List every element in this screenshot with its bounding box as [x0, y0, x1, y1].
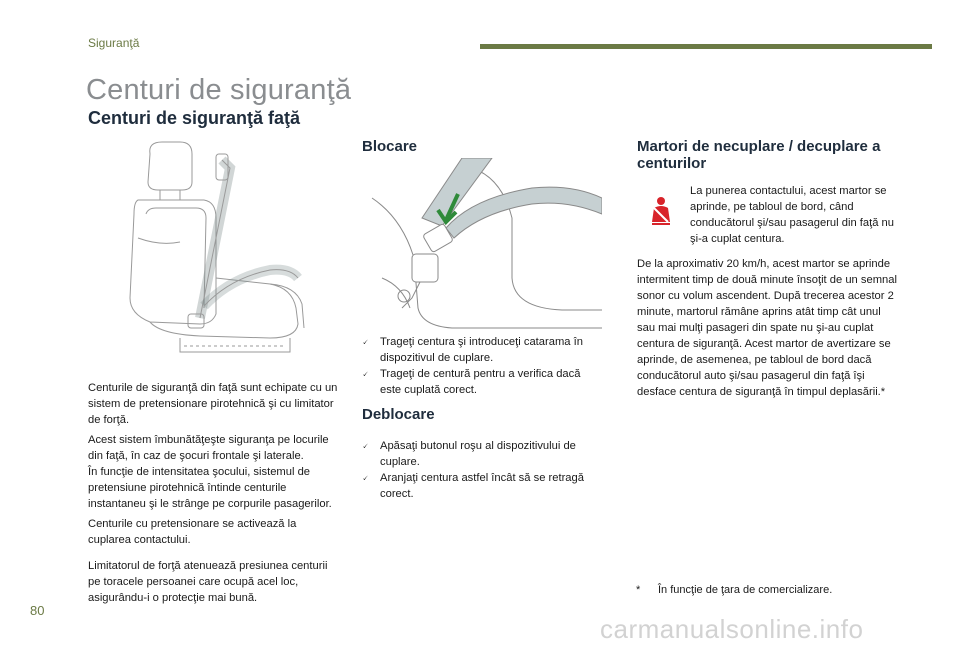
warning-paragraph: De la aproximativ 20 km/h, acest martor se aprinde intermitent timp de două minute însoţit de un semnal sonor cu volum ascendent. După trecerea acestor 2 minute, martorul rămâne aprins atât timp cât unul sau mai mulţi pasageri din spate nu şi-au cuplat centura de siguranţă. Acest martor de avertizare se aprinde, de asemenea, pe tabloul de bord dacă conducătorul auto şi/sau pasagerul din faţă îşi desface centura de siguranţă în timpul deplasării.* — [637, 258, 897, 398]
paragraph: În funcţie de intensitatea şocului, sistemul de pretensiune pirotehnică întinde centurile instantaneu şi le strânge pe corpurile pasagerilor. — [88, 466, 332, 510]
seat-with-seatbelt-drawing — [120, 138, 320, 360]
buckle-insertion-drawing — [362, 158, 602, 330]
lock-step: 🗸 Trageţi de centură pentru a verifica dacă este cuplată corect. — [362, 368, 581, 396]
paragraph: Limitatorul de forţă atenuează presiunea centurii pe toracele persoanei care ocupă acel loc, asigurându-i o protecţie mai bună. — [88, 560, 328, 604]
footnote-star: * — [636, 584, 641, 596]
page-title: Centuri de siguranţă — [86, 74, 352, 106]
paragraph: Centurile de siguranţă din faţă sunt echipate cu un sistem de pretensionare pirotehnică şi cu limitator de forţă. — [88, 382, 338, 426]
unlock-steps — [362, 438, 602, 502]
arrow-bullet-icon: 🗸 — [362, 441, 369, 451]
lock-step: 🗸 Trageţi centura şi introduceţi catarama în dispozitivul de cuplare. — [362, 336, 583, 364]
unlock-heading: Deblocare — [362, 406, 435, 423]
arrow-bullet-icon: 🗸 — [362, 369, 369, 379]
paragraph: Centurile cu pretensionare se activează la cuplarea contactului. — [88, 518, 297, 546]
unlock-step: 🗸 Apăsaţi butonul roşu al dispozitivului de cuplare. — [362, 440, 576, 468]
seat-illustration — [120, 138, 320, 360]
section-label: Siguranţă — [88, 36, 140, 50]
arrow-bullet-icon: 🗸 — [362, 473, 369, 483]
footnote-text: În funcţie de ţara de comercializare. — [658, 584, 833, 596]
paragraph: Acest sistem îmbunătăţeşte siguranţa pe locurile din faţă, în caz de şocuri frontale şi laterale. — [88, 434, 329, 462]
lock-heading: Blocare — [362, 138, 418, 155]
watermark: carmanualsonline.info — [600, 614, 864, 644]
warning-icon-text: La punerea contactului, acest martor se aprinde, pe tabloul de bord, când conducătorul şi/sau pasagerul din faţă nu şi-a cuplat centura. — [690, 185, 894, 245]
left-text-column — [88, 380, 342, 606]
lock-steps — [362, 334, 602, 398]
page-subtitle: Centuri de siguranţă faţă — [88, 108, 301, 128]
seatbelt-warning-icon — [648, 196, 674, 226]
buckle-illustration — [362, 158, 602, 330]
unlock-step: 🗸 Aranjaţi centura astfel încât să se retragă corect. — [362, 472, 584, 500]
header-accent-bar — [480, 44, 932, 49]
arrow-bullet-icon: 🗸 — [362, 337, 369, 347]
footnote — [636, 584, 832, 596]
warning-heading: Martori de necuplare / decuplare a centurilor — [637, 138, 881, 172]
page-number: 80 — [30, 603, 45, 618]
